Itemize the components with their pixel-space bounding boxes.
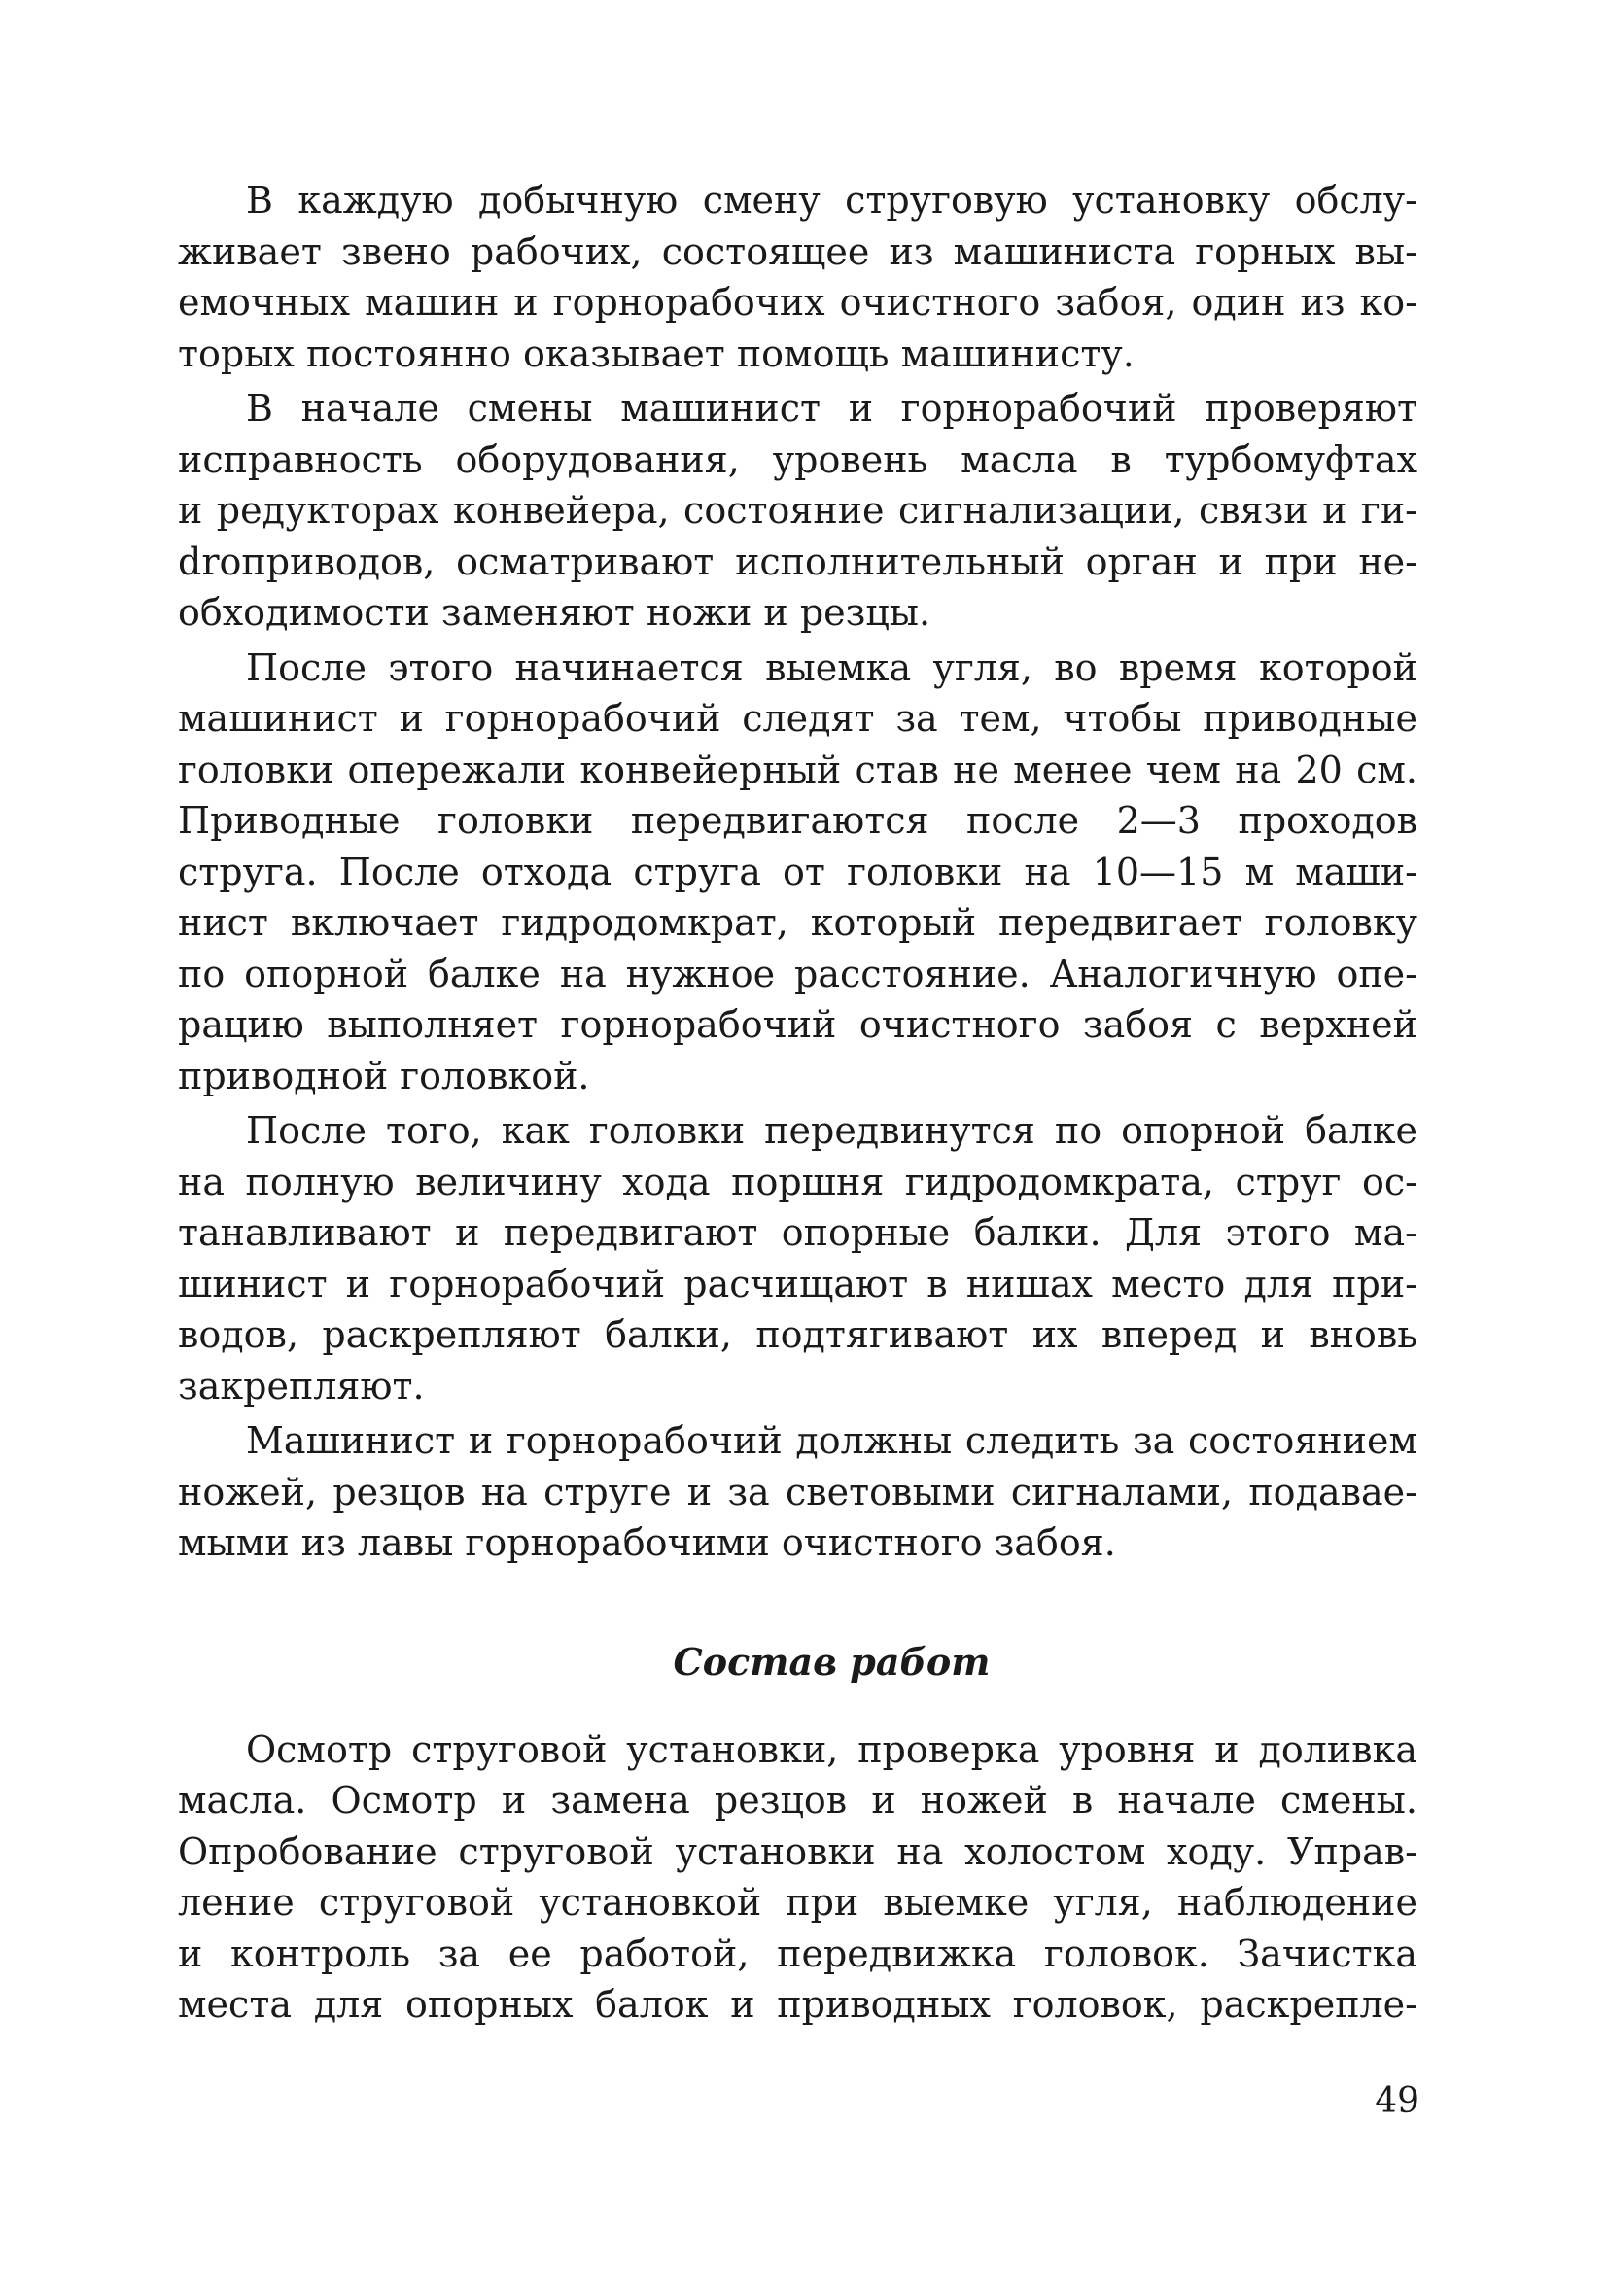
page-body	[178, 175, 1417, 2031]
text-line: по опорной балке на нужное расстояние. Аналогичную опе-	[178, 952, 1417, 995]
text-line: В каждую добычную смену струговую установку обслу-	[246, 179, 1417, 222]
text-line: исправность оборудования, уровень масла в турбомуфтах	[178, 437, 1417, 481]
text-line: торых постоянно оказывает помощь машинисту.	[178, 331, 1135, 375]
paragraph-3	[178, 643, 1417, 1102]
text-line: места для опорных балок и приводных головок, раскрепле-	[178, 1983, 1417, 2026]
text-line: В начале смены машинист и горнорабочий проверяют	[246, 387, 1417, 430]
text-line: масла. Осмотр и замена резцов и ножей в начале смены.	[178, 1779, 1417, 1822]
section-heading: Состав работ	[673, 1639, 991, 1684]
text-line: После этого начинается выемка угля, во время которой	[246, 645, 1417, 689]
text-line: После того, как головки передвинутся по опорной балке	[246, 1109, 1417, 1152]
text-line: живает звено рабочих, состоящее из машиниста горных вы-	[178, 229, 1417, 273]
text-line: головки опережали конвейерный став не менее чем на 20 см.	[178, 748, 1417, 791]
text-line: струга. После отхода струга от головки на 10—15 м маши-	[178, 850, 1417, 893]
text-line: нист включает гидродомкрат, который передвигает головку	[178, 901, 1417, 944]
text-line: танавливают и передвигают опорные балки. Для этого ма-	[178, 1211, 1417, 1254]
text-line: Приводные головки передвигаются после 2—3 проходов	[178, 799, 1417, 842]
text-line: ножей, резцов на струге и за световыми сигналами, подавае-	[178, 1470, 1417, 1513]
text-line: закрепляют.	[178, 1364, 425, 1408]
text-line: машинист и горнорабочий следят за тем, чтобы приводные	[178, 697, 1417, 740]
paragraph-4	[178, 1105, 1417, 1411]
text-line: на полную величину хода поршня гидродомкрата, струг ос-	[178, 1160, 1417, 1203]
text-line: droприводов, осматривают исполнительный орган и при не-	[178, 539, 1417, 583]
text-line: Опробование струговой установки на холостом ходу. Управ-	[178, 1829, 1417, 1873]
paragraph-1	[178, 175, 1417, 379]
text-line: рацию выполняет горнорабочий очистного забоя с верхней	[178, 1003, 1417, 1046]
text-line: Машинист и горнорабочий должны следить за состоянием	[246, 1419, 1417, 1462]
text-line: ление струговой установкой при выемке угля, наблюдение	[178, 1881, 1417, 1924]
text-line: мыми из лавы горнорабочими очистного забоя.	[178, 1521, 1116, 1564]
section-paragraph	[178, 1724, 1417, 2031]
text-line: и контроль за ее работой, передвижка головок. Зачистка	[178, 1931, 1417, 1975]
text-line: Осмотр струговой установки, проверка уровня и доливка	[246, 1727, 1417, 1771]
text-line: приводной головкой.	[178, 1054, 590, 1097]
page-number: 49	[1375, 2081, 1419, 2121]
text-line: водов, раскрепляют балки, подтягивают их вперед и вновь	[178, 1313, 1417, 1356]
text-line: и редукторах конвейера, состояние сигнализации, связи и ги-	[178, 489, 1417, 532]
paragraph-5	[178, 1415, 1417, 1569]
text-line: обходимости заменяют ножи и резцы.	[178, 591, 931, 634]
paragraph-2	[178, 383, 1417, 639]
text-line: шинист и горнорабочий расчищают в нишах место для при-	[178, 1262, 1417, 1305]
text-line: емочных машин и горнорабочих очистного забоя, один из ко-	[178, 281, 1417, 324]
